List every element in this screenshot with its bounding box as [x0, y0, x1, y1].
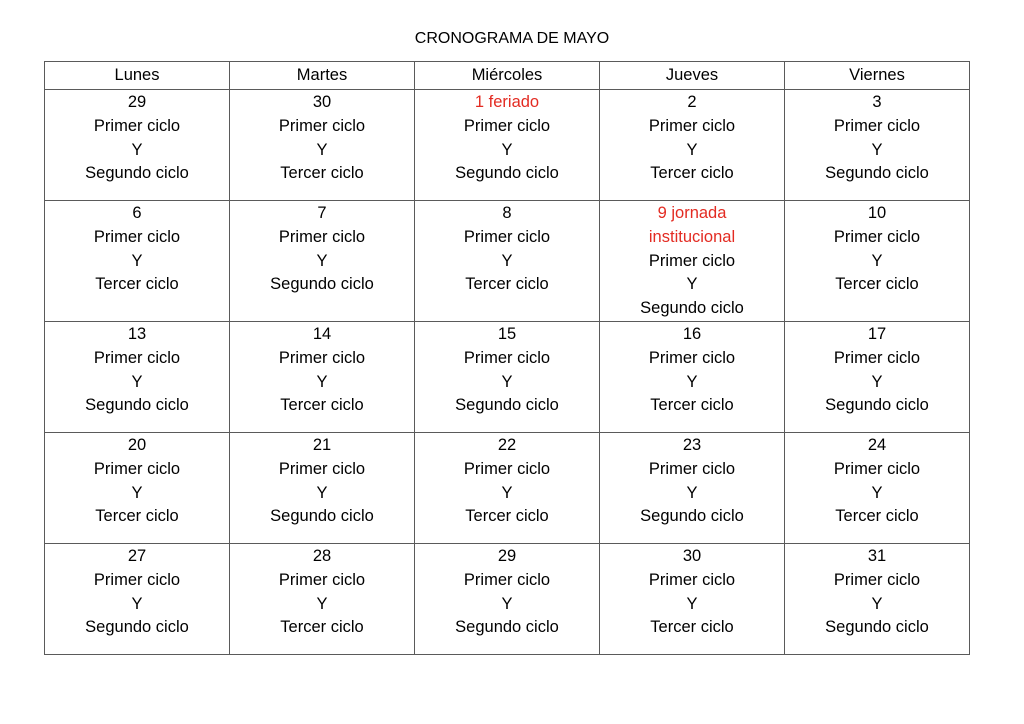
week-row: [45, 90, 970, 201]
day-number: 29: [127, 93, 147, 111]
cell-line: Y: [131, 594, 143, 613]
day-number: 2: [687, 93, 697, 111]
cell-line: Primer ciclo: [648, 570, 736, 589]
day-number: 10: [867, 204, 887, 222]
cell-line: Primer ciclo: [648, 459, 736, 478]
day-cell: [230, 90, 415, 201]
cell-line: Y: [501, 594, 513, 613]
cell-line: Tercer ciclo: [835, 275, 919, 294]
day-cell: [785, 90, 970, 201]
cell-line: Primer ciclo: [93, 459, 181, 478]
header-row: [45, 62, 970, 90]
day-cell: [45, 432, 230, 543]
cell-line: Y: [316, 372, 328, 391]
day-number: 24: [867, 435, 887, 454]
cell-line: Primer ciclo: [463, 348, 551, 367]
day-number-highlighted: 9 jornada: [657, 204, 727, 222]
cell-line: Primer ciclo: [93, 116, 181, 135]
day-cell: [785, 321, 970, 432]
cell-line: Y: [316, 483, 328, 502]
day-cell: [415, 321, 600, 432]
cell-line: Tercer ciclo: [95, 507, 179, 526]
day-number: 21: [312, 435, 332, 454]
cell-line: Segundo ciclo: [85, 396, 189, 415]
day-number: 3: [872, 93, 882, 111]
cell-line: Y: [501, 251, 513, 270]
day-number: 6: [132, 204, 142, 222]
cell-line: Y: [316, 251, 328, 270]
cell-line: Tercer ciclo: [650, 396, 734, 415]
day-cell: [230, 321, 415, 432]
cell-line: Primer ciclo: [278, 570, 366, 589]
day-number: 20: [127, 435, 147, 454]
header-thursday: Jueves: [600, 62, 785, 90]
week-row: [45, 201, 970, 322]
cell-line: Primer ciclo: [278, 116, 366, 135]
cell-line: Primer ciclo: [648, 251, 736, 270]
cell-line: Segundo ciclo: [270, 275, 374, 294]
cell-line: Primer ciclo: [93, 227, 181, 246]
cell-line: Primer ciclo: [833, 227, 921, 246]
cell-line: Segundo ciclo: [825, 396, 929, 415]
week-row: [45, 543, 970, 654]
cell-line: Segundo ciclo: [270, 507, 374, 526]
cell-line: Y: [871, 140, 883, 159]
day-cell: [785, 201, 970, 322]
day-number: 15: [497, 324, 517, 343]
day-number: 30: [682, 546, 702, 565]
day-cell: [415, 543, 600, 654]
day-number-highlighted: 1 feriado: [474, 93, 540, 111]
cell-line: Segundo ciclo: [455, 396, 559, 415]
cell-line: Primer ciclo: [463, 116, 551, 135]
day-number: 7: [317, 204, 327, 222]
cell-line: Primer ciclo: [278, 459, 366, 478]
day-number: 28: [312, 546, 332, 565]
day-number: 30: [312, 93, 332, 111]
cell-line: Y: [871, 594, 883, 613]
cell-line: Y: [871, 483, 883, 502]
cell-line: Tercer ciclo: [95, 275, 179, 294]
day-cell: [45, 543, 230, 654]
cell-line: Segundo ciclo: [640, 507, 744, 526]
day-number: 31: [867, 546, 887, 565]
day-cell: [785, 543, 970, 654]
cell-line: Y: [131, 372, 143, 391]
day-cell: [230, 543, 415, 654]
day-number: 13: [127, 324, 147, 343]
day-cell: [785, 432, 970, 543]
day-number: 29: [497, 546, 517, 565]
cell-line: Primer ciclo: [833, 116, 921, 135]
cell-line: Primer ciclo: [833, 348, 921, 367]
cell-line: Y: [501, 372, 513, 391]
cell-line: Primer ciclo: [463, 459, 551, 478]
cell-line: Y: [501, 483, 513, 502]
cell-line: Primer ciclo: [278, 227, 366, 246]
day-number: 14: [312, 324, 332, 343]
cell-line: Y: [131, 251, 143, 270]
cell-line: Segundo ciclo: [85, 618, 189, 637]
cell-line: Segundo ciclo: [640, 299, 744, 318]
cell-line: Y: [131, 483, 143, 502]
day-cell: [45, 90, 230, 201]
day-cell: [230, 432, 415, 543]
cell-line: Primer ciclo: [833, 570, 921, 589]
cell-line: Tercer ciclo: [835, 507, 919, 526]
day-cell: [415, 90, 600, 201]
day-cell: [600, 201, 785, 322]
cell-line: Tercer ciclo: [280, 618, 364, 637]
day-cell: [600, 90, 785, 201]
cell-line: Segundo ciclo: [85, 164, 189, 183]
page-title: CRONOGRAMA DE MAYO: [414, 30, 610, 47]
cell-line: Tercer ciclo: [465, 275, 549, 294]
cell-line: Tercer ciclo: [650, 164, 734, 183]
cell-line: Tercer ciclo: [465, 507, 549, 526]
day-cell: [45, 201, 230, 322]
cell-line: Tercer ciclo: [280, 396, 364, 415]
header-monday: Lunes: [45, 62, 230, 90]
cell-line: Primer ciclo: [833, 459, 921, 478]
week-row: [45, 432, 970, 543]
day-number: 22: [497, 435, 517, 454]
day-cell: [600, 543, 785, 654]
day-number: 16: [682, 324, 702, 343]
cell-line: Primer ciclo: [93, 570, 181, 589]
header-friday: Viernes: [785, 62, 970, 90]
cell-line: Primer ciclo: [463, 570, 551, 589]
schedule-table: [44, 61, 970, 655]
cell-line: Y: [316, 594, 328, 613]
schedule-body: [45, 90, 970, 655]
header-tuesday: Martes: [230, 62, 415, 90]
day-number: 8: [502, 204, 512, 222]
cell-line: Segundo ciclo: [455, 164, 559, 183]
cell-line: Primer ciclo: [463, 227, 551, 246]
header-wednesday: Miércoles: [415, 62, 600, 90]
cell-line: Segundo ciclo: [455, 618, 559, 637]
cell-line: Primer ciclo: [648, 116, 736, 135]
day-cell: [600, 321, 785, 432]
day-cell: [415, 201, 600, 322]
cell-line: Y: [871, 251, 883, 270]
cell-note-highlighted: institucional: [648, 227, 736, 246]
cell-line: Segundo ciclo: [825, 164, 929, 183]
cell-line: Y: [686, 275, 698, 294]
cell-line: Y: [686, 483, 698, 502]
day-cell: [230, 201, 415, 322]
day-number: 17: [867, 324, 887, 343]
cell-line: Primer ciclo: [648, 348, 736, 367]
week-row: [45, 321, 970, 432]
cell-line: Tercer ciclo: [280, 164, 364, 183]
cell-line: Primer ciclo: [278, 348, 366, 367]
cell-line: Y: [686, 372, 698, 391]
day-cell: [415, 432, 600, 543]
cell-line: Tercer ciclo: [650, 618, 734, 637]
cell-line: Primer ciclo: [93, 348, 181, 367]
day-number: 27: [127, 546, 147, 565]
cell-line: Y: [871, 372, 883, 391]
day-cell: [45, 321, 230, 432]
day-number: 23: [682, 435, 702, 454]
cell-line: Y: [686, 594, 698, 613]
cell-line: Y: [686, 140, 698, 159]
day-cell: [600, 432, 785, 543]
cell-line: Y: [316, 140, 328, 159]
cell-line: Y: [501, 140, 513, 159]
cell-line: Segundo ciclo: [825, 618, 929, 637]
cell-line: Y: [131, 140, 143, 159]
